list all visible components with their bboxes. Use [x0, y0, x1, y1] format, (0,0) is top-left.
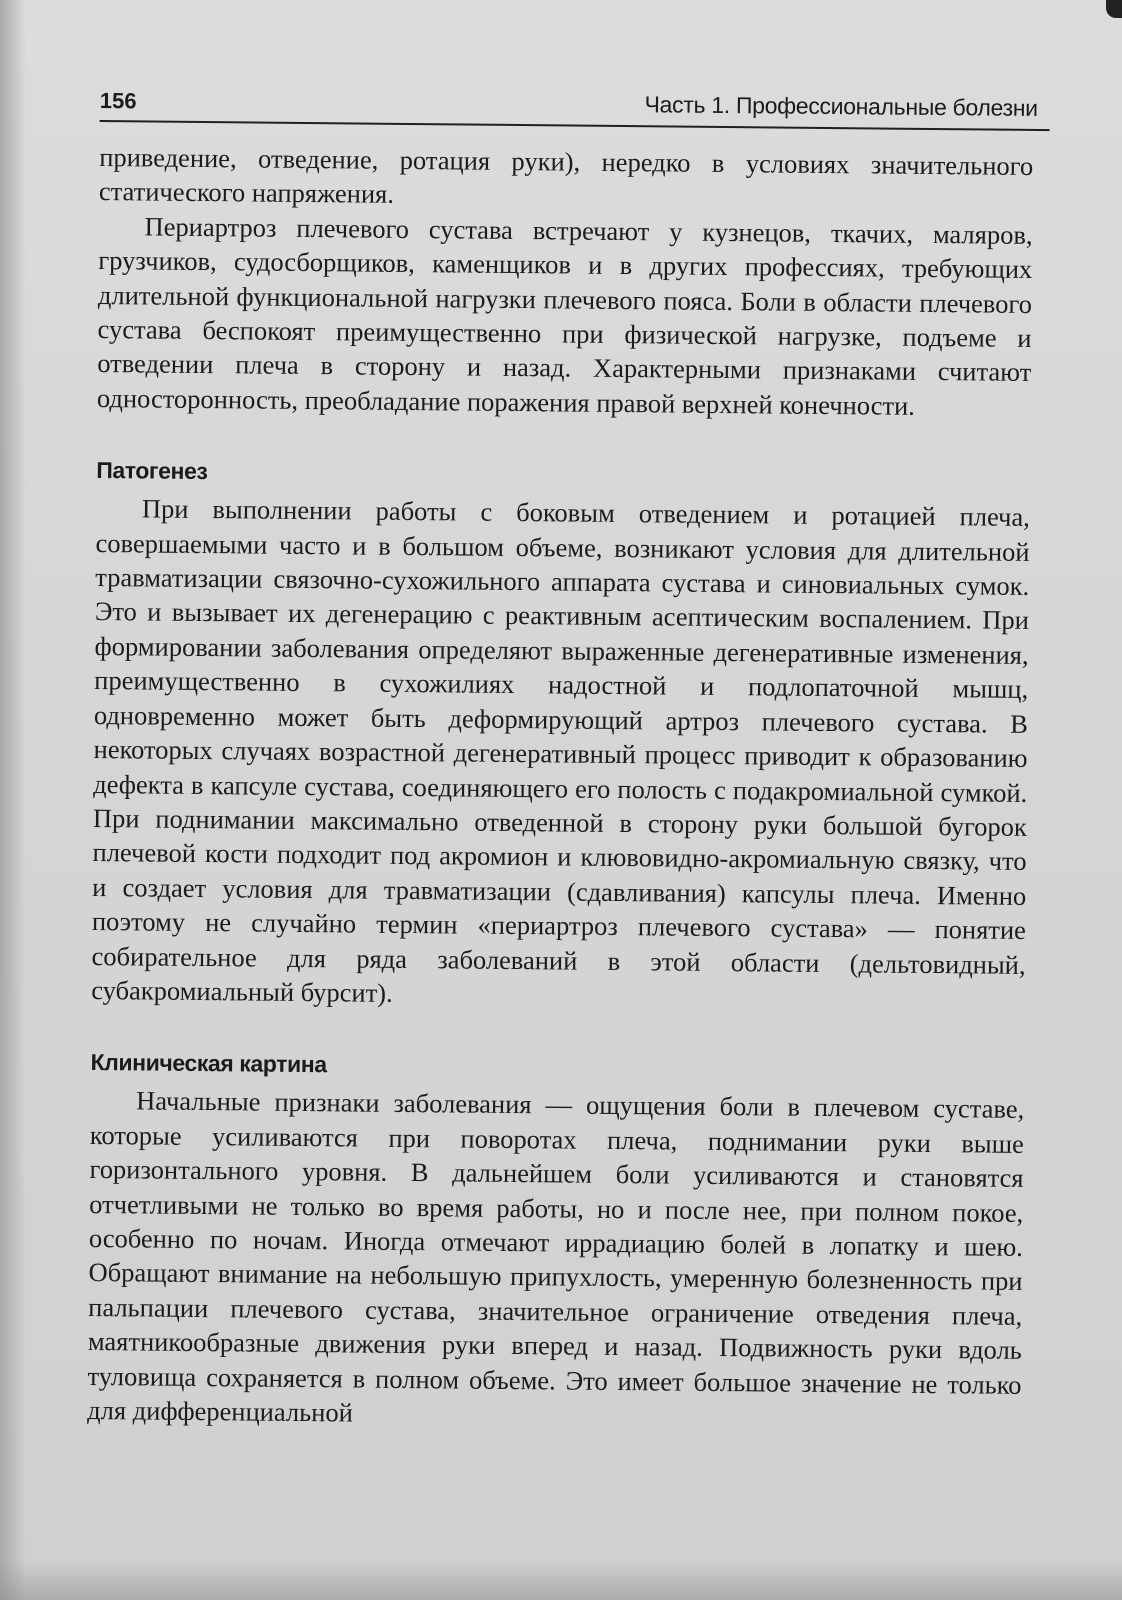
- running-title: Часть 1. Профессиональные болезни: [644, 91, 1038, 122]
- section-heading-clinical: Клиническая картина: [90, 1049, 327, 1078]
- corner-mark: [1106, 0, 1122, 18]
- intro-continuation-paragraph: приведение, отведение, ротация руки), нередко в условиях значительного статического напряжения.: [98, 141, 1034, 210]
- binding-shadow: [0, 0, 26, 1600]
- page-number: 156: [99, 87, 137, 114]
- pathogenesis-paragraph: При выполнении работы с боковым отведением и ротацией плеча, совершаемыми часто и в большом объеме, возникают условия для длительной травматизации связочно-сухожильного аппарата сустава и синовиальных сумок. Это и вызывает их дегенерацию с реактивным асептическим воспалением. При формировании заболевания определяют выраженные дегенеративные изменения, преимущественно в сухожилиях надостной и подлопаточной мышц, одновременно может быть деформирующий артроз плечевого сустава. В некоторых случаях возрастной дегенеративный процесс приводит к образованию дефекта в капсуле сустава, соединяющего его полость с подакромиальной сумкой. При поднимании максимально отведенной в сторону руки большой бугорок плечевой кости подходит под акромион и клювовидно-акромиальную связку, что и создает условия для травматизации (сдавливания) капсулы плеча. Именно поэтому не случайно термин «периартроз плечевого сустава» — понятие собирательное для ряда заболеваний в этой области (дельтовидный, субакромиальный бурсит).: [91, 493, 1031, 1008]
- running-head: [100, 82, 1050, 131]
- section-heading-pathogenesis: Патогенез: [96, 457, 208, 485]
- intro-paragraph: Периартроз плечевого сустава встречают у кузнецов, ткачих, маляров, грузчиков, судосборщиков, каменщиков и в других профессиях, требующих длительной функциональной нагрузки плечевого пояса. Боли в области плечевого сустава беспокоят преимущественно при физической нагрузке, подъеме и отведении плеча в сторону и назад. Характерными признаками считают односторонность, преобладание поражения правой верхней конечности.: [96, 211, 1033, 421]
- bottom-shadow: [0, 1560, 1122, 1600]
- page-content: [87, 82, 1050, 1436]
- clinical-paragraph: Начальные признаки заболевания — ощущения боли в плечевом суставе, которые усиливаются при поворотах плеча, поднимании руки выше горизонтального уровня. В дальнейшем боли усиливаются и становятся отчетливыми не только во время работы, но и после нее, при полном покое, особенно по ночам. Иногда отмечают иррадиацию болей в лопатку и шею. Обращают внимание на небольшую припухлость, умеренную болезненность при пальпации плечевого сустава, значительное ограничение отведения плеча, маятникообразные движения руки вперед и назад. Подвижность руки вдоль туловища сохраняется в полном объеме. Это имеет большое значение не только для дифференциальной: [87, 1085, 1025, 1428]
